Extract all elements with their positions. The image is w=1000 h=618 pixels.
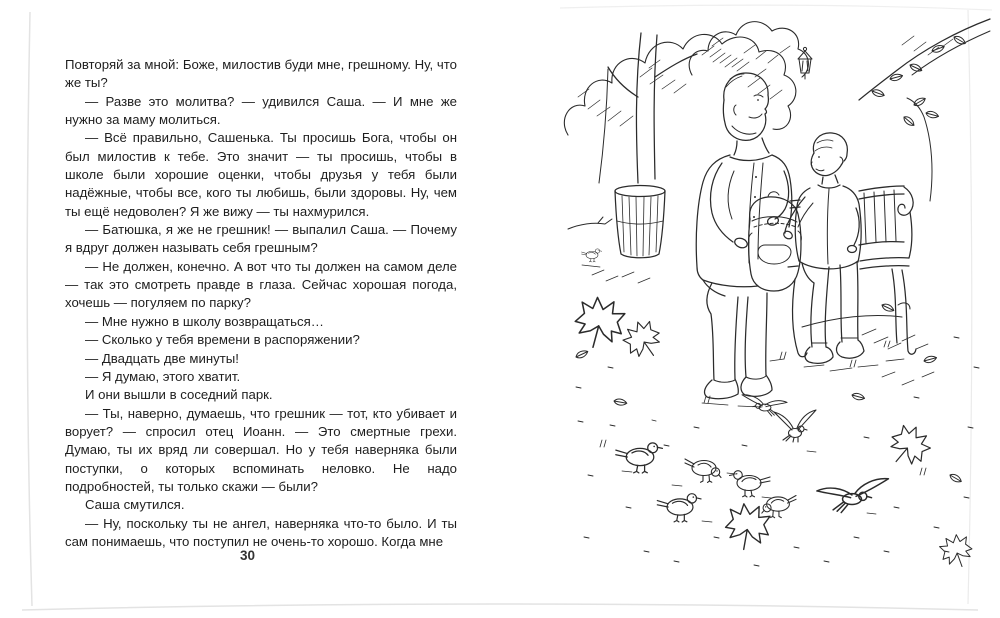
text-paragraph: Повторяй за мной: Боже, милостив буди мне, грешному. Ну, что же ты? bbox=[65, 57, 457, 91]
trees bbox=[564, 19, 990, 201]
text-paragraph: — Я думаю, этого хватит. bbox=[85, 368, 241, 384]
trash-bin bbox=[615, 186, 665, 258]
text-paragraph: — Не должен, конечно. А вот что ты должен на самом деле — так это смотреть правде в глаза. Сейчас хорошая погода, хочешь — погуляем по парку? bbox=[65, 258, 457, 311]
page-number: 30 bbox=[239, 548, 256, 563]
boy-figure bbox=[782, 133, 864, 363]
text-paragraph: — Всё правильно, Сашенька. Ты просишь Бога, чтобы он был милостив к тебе. Это значит — ты просишь, чтобы в школе были хорошие оценки, чтобы друзья у тебя были надёжные, чтобы все, кого ты любишь, были здоровы. Ну, чем ты ещё недоволен? Я же вижу — ты нахмурился. bbox=[65, 130, 457, 219]
text-paragraph: — Мне нужно в школу возвращаться… bbox=[85, 313, 324, 329]
twig bbox=[568, 217, 612, 229]
text-paragraph: — Батюшка, я же не грешник! — выпалил Саша. — Почему я вдруг должен называть себя грешным? bbox=[65, 222, 457, 256]
text-paragraph: — Ну, поскольку ты не ангел, наверняка что-то было. И ты сам понимаешь, что поступил не очень-то хорошо. Когда мне bbox=[65, 515, 457, 549]
pigeons bbox=[582, 249, 889, 522]
lantern-icon bbox=[798, 47, 812, 79]
text-paragraph: — Разве это молитва? — удивился Саша. — И мне же нужно за маму молиться. bbox=[65, 93, 457, 128]
text-paragraph: Саша смутился. bbox=[85, 497, 185, 513]
priest-figure bbox=[696, 73, 792, 399]
text-paragraph: — Двадцать две минуты! bbox=[85, 350, 239, 366]
bench bbox=[788, 186, 916, 357]
right-page bbox=[500, 0, 1000, 618]
fallen-leaves bbox=[570, 293, 977, 571]
park-illustration bbox=[552, 5, 992, 580]
backpack bbox=[749, 192, 802, 291]
text-paragraph: — Сколько у тебя времени в распоряжении? bbox=[85, 332, 360, 348]
page-text bbox=[65, 56, 457, 551]
text-paragraph: — Ты, наверно, думаешь, что грешник — тот, кто убивает и ворует? — спросил отец Иоанн. — Это смертные грехи. Думаю, ты их вряд ли совершал. Но у тебя наверняка были поступки, о которых вспоминать неловко. Не надо подробностей, ты только скажи — были? bbox=[65, 405, 457, 494]
text-paragraph: И они вышли в соседний парк. bbox=[85, 387, 273, 403]
